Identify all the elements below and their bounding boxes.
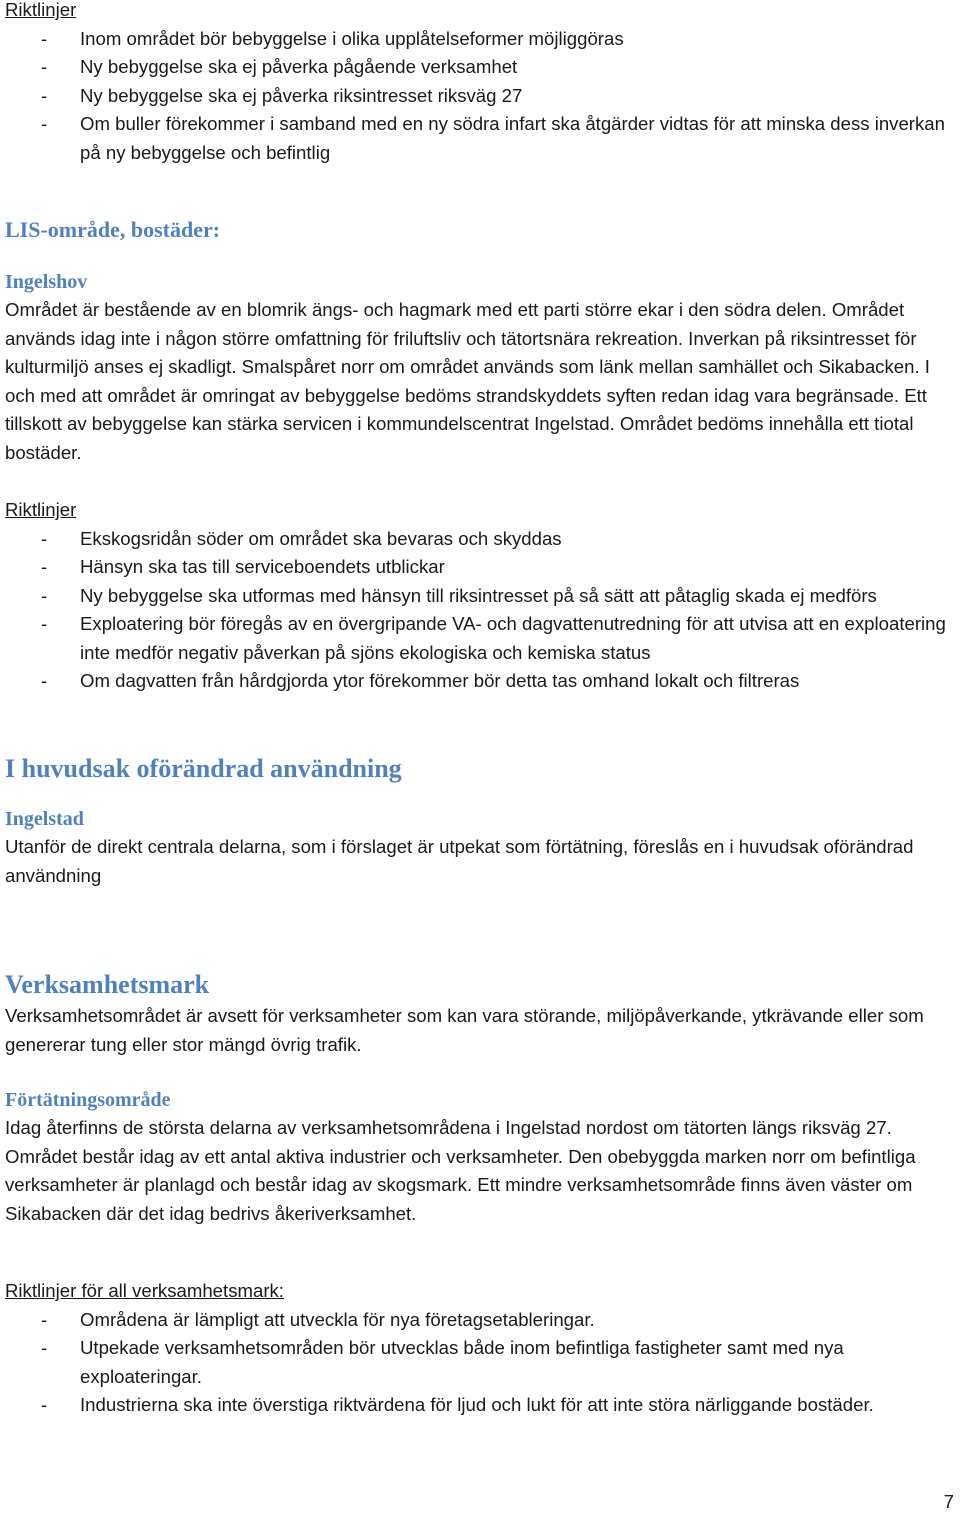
list-dash: - <box>41 1337 48 1358</box>
list-item-text: Om dagvatten från hårdgjorda ytor förekommer bör detta tas omhand lokalt och filtreras <box>80 670 800 691</box>
list-item-text: Ny bebyggelse ska ej påverka riksintresset riksväg 27 <box>80 84 523 106</box>
list-dash: - <box>41 613 48 634</box>
riktlinjer-heading-3: Riktlinjer för all verksamhetsmark: <box>5 1280 284 1301</box>
list-item-text: Ny bebyggelse ska utformas med hänsyn till riksintresset på så sätt att påtaglig skada ej medförs <box>80 584 877 606</box>
riktlinjer-section-1 <box>5 0 955 167</box>
list-item-text: Industrierna ska inte överstiga riktvärdena för ljud och lukt för att inte störa närliggande bostäder. <box>80 1394 874 1415</box>
unchanged-section <box>5 752 955 786</box>
riktlinjer-list-2 <box>5 525 955 696</box>
business-section <box>5 968 955 1059</box>
page-number: 7 <box>943 1491 954 1512</box>
business-heading: Verksamhetsmark <box>5 970 210 999</box>
riktlinjer-section-2 <box>5 496 955 696</box>
business-paragraph: Verksamhetsområdet är avsett för verksamheter som kan vara störande, miljöpåverkande, ytkrävande eller som genererar tung eller stor mängd övrig trafik. <box>5 1005 924 1055</box>
list-item-text: Hänsyn ska tas till serviceboendets utblickar <box>80 556 445 577</box>
list-dash: - <box>41 556 48 577</box>
list-item <box>5 525 955 554</box>
list-item-text: Ekskogsridån söder om området ska bevaras och skyddas <box>80 527 562 549</box>
list-dash: - <box>41 584 48 606</box>
list-dash: - <box>41 56 48 77</box>
densification-heading: Förtätningsområde <box>5 1089 171 1111</box>
list-dash: - <box>41 1308 48 1330</box>
list-item-text: Utpekade verksamhetsområden bör utvecklas både inom befintliga fastigheter samt med nya exploateringar. <box>80 1337 844 1387</box>
riktlinjer-heading-1: Riktlinjer <box>5 0 77 20</box>
list-item <box>5 82 955 111</box>
list-dash: - <box>41 670 48 691</box>
densification-section <box>5 1086 955 1228</box>
list-item <box>5 110 955 167</box>
list-dash: - <box>41 113 48 134</box>
list-item <box>5 553 955 582</box>
list-item <box>5 53 955 82</box>
list-dash: - <box>41 27 48 49</box>
list-dash: - <box>41 527 48 549</box>
list-item <box>5 1306 960 1335</box>
unchanged-heading: I huvudsak oförändrad användning <box>5 754 402 783</box>
list-item <box>5 1334 960 1391</box>
list-item-text: Om buller förekommer i samband med en ny södra infart ska åtgärder vidtas för att minska dess inverkan på ny bebyggelse och befintlig <box>80 113 945 163</box>
ingelshov-paragraph: Området är bestående av en blomrik ängs- och hagmark med ett parti större ekar i den södra delen. Området används idag inte i någon större omfattning för friluftsliv och tätortsnära rekreation. Inverkan på riksintresset för kulturmiljö anses ej skadligt. Smalspåret norr om området används som länk mellan samhället och Sikabacken. I och med att området är omringat av bebyggelse bedöms strandskyddets syften redan idag vara begränsade. Ett tillskott av bebyggelse kan stärka servicen i kommundelscentrat Ingelstad. Området bedöms innehålla ett tiotal bostäder. <box>5 299 930 463</box>
list-item-text: Ny bebyggelse ska ej påverka pågående verksamhet <box>80 56 518 77</box>
riktlinjer-list-1 <box>5 25 955 168</box>
riktlinjer-heading-2: Riktlinjer <box>5 499 77 520</box>
riktlinjer-list-3 <box>5 1306 960 1420</box>
list-item <box>5 610 955 667</box>
lis-section <box>5 215 955 245</box>
list-item-text: Exploatering bör föregås av en övergripande VA- och dagvattenutredning för att utvisa att en exploatering inte medför negativ påverkan på sjöns ekologiska och kemiska status <box>80 613 946 663</box>
list-item-text: Inom området bör bebyggelse i olika upplåtelseformer möjliggöras <box>80 27 624 49</box>
ingelshov-heading: Ingelshov <box>5 271 88 293</box>
list-item <box>5 667 955 696</box>
list-item <box>5 25 955 54</box>
list-item-text: Områdena är lämpligt att utveckla för nya företagsetableringar. <box>80 1308 595 1330</box>
list-item <box>5 582 955 611</box>
ingelstad-section <box>5 805 955 890</box>
list-dash: - <box>41 1394 48 1415</box>
list-item <box>5 1391 960 1420</box>
ingelshov-section <box>5 268 955 467</box>
ingelstad-paragraph: Utanför de direkt centrala delarna, som i förslaget är utpekat som förtätning, föreslås en i huvudsak oförändrad användning <box>5 836 914 886</box>
lis-heading: LIS-område, bostäder: <box>5 217 221 242</box>
list-dash: - <box>41 84 48 106</box>
ingelstad-heading: Ingelstad <box>5 808 84 830</box>
riktlinjer-section-3 <box>5 1277 960 1420</box>
densification-paragraph: Idag återfinns de största delarna av verksamhetsområdena i Ingelstad nordost om tätorten längs riksväg 27. Området består idag av ett antal aktiva industrier och verksamheter. Den obebyggda marken norr om befintliga verksamheter är planlagd och består idag av skogsmark. Ett mindre verksamhetsområde finns även väster om Sikabacken där det idag bedrivs åkeriverksamhet. <box>5 1117 916 1224</box>
